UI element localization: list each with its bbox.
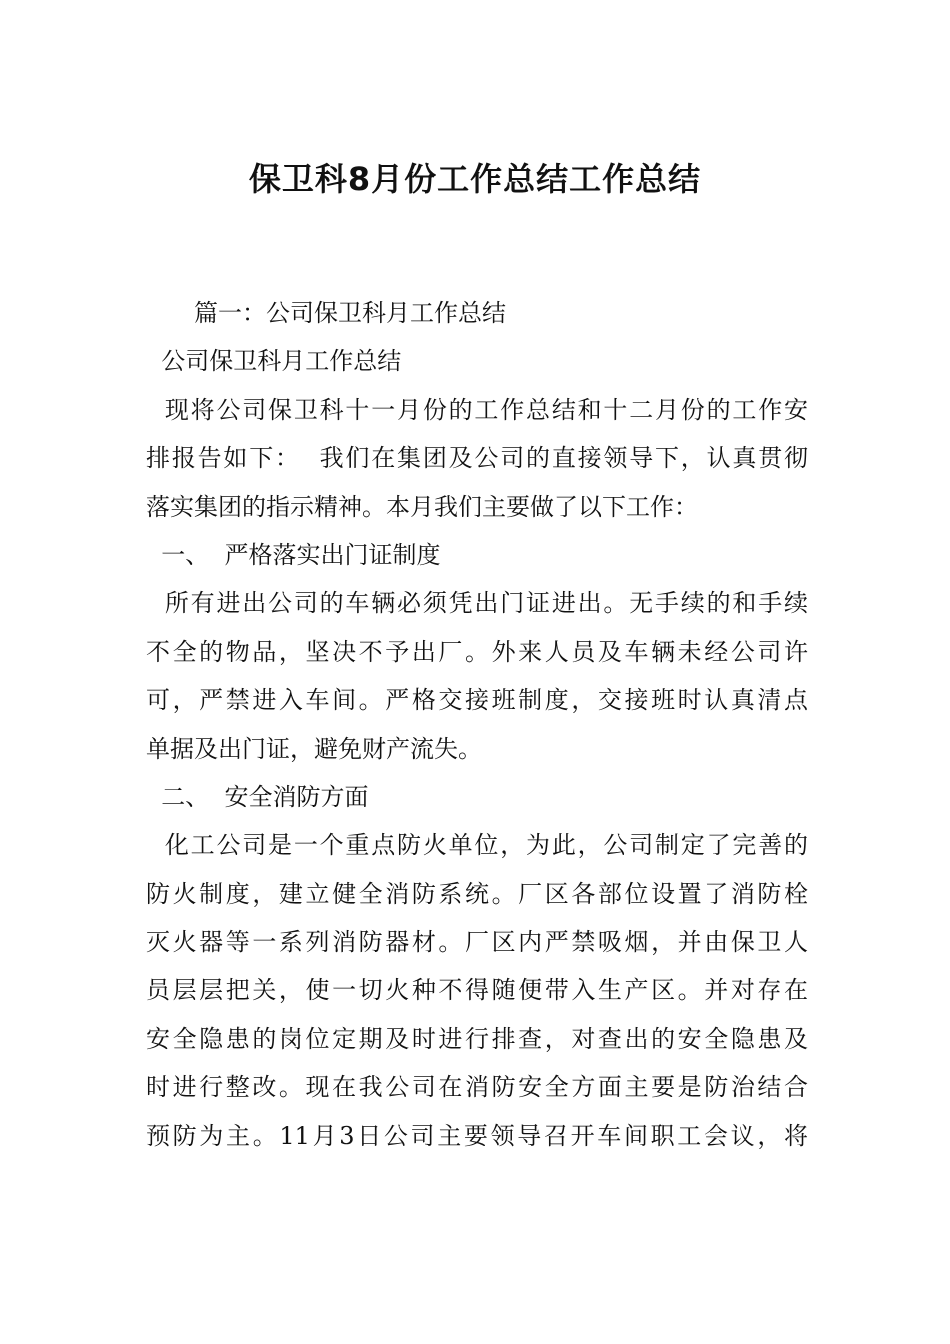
paragraph-line: 灭火器等一系列消防器材。厂区内严禁吸烟，并由保卫人 [146, 928, 808, 957]
document-title: 保卫科8月份工作总结工作总结 [248, 160, 702, 198]
paragraph-line: 可，严禁进入车间。严格交接班制度，交接班时认真清点 [146, 686, 808, 715]
paragraph-line: 所有进出公司的车辆必须凭出门证进出。无手续的和手续 [146, 589, 808, 618]
item-heading: 二、 安全消防方面 [146, 782, 369, 811]
paragraph-line: 预防为主。11月3日公司主要领导召开车间职工会议，将 [146, 1121, 808, 1150]
subheading: 公司保卫科月工作总结 [146, 347, 402, 376]
paragraph-line: 不全的物品，坚决不予出厂。外来人员及车辆未经公司许 [146, 637, 808, 666]
paragraph-line: 员层层把关，使一切火种不得随便带入生产区。并对存在 [146, 976, 808, 1005]
paragraph-line: 防火制度，建立健全消防系统。厂区各部位设置了消防栓 [146, 879, 808, 908]
item-heading: 一、 严格落实出门证制度 [146, 540, 441, 569]
paragraph-line: 安全隐患的岗位定期及时进行排查，对查出的安全隐患及 [146, 1024, 808, 1053]
paragraph-line: 现将公司保卫科十一月份的工作总结和十二月份的工作安 [146, 395, 808, 424]
paragraph-line: 单据及出门证，避免财产流失。 [146, 734, 482, 763]
section-heading: 篇一：公司保卫科月工作总结 [146, 299, 506, 327]
paragraph-line: 排报告如下： 我们在集团及公司的直接领导下，认真贯彻 [146, 444, 808, 473]
paragraph-line: 时进行整改。现在我公司在消防安全方面主要是防治结合 [146, 1073, 808, 1102]
paragraph-line: 化工公司是一个重点防火单位，为此，公司制定了完善的 [146, 831, 808, 860]
paragraph-line: 落实集团的指示精神。本月我们主要做了以下工作： [146, 492, 698, 521]
document-body [146, 289, 808, 1160]
